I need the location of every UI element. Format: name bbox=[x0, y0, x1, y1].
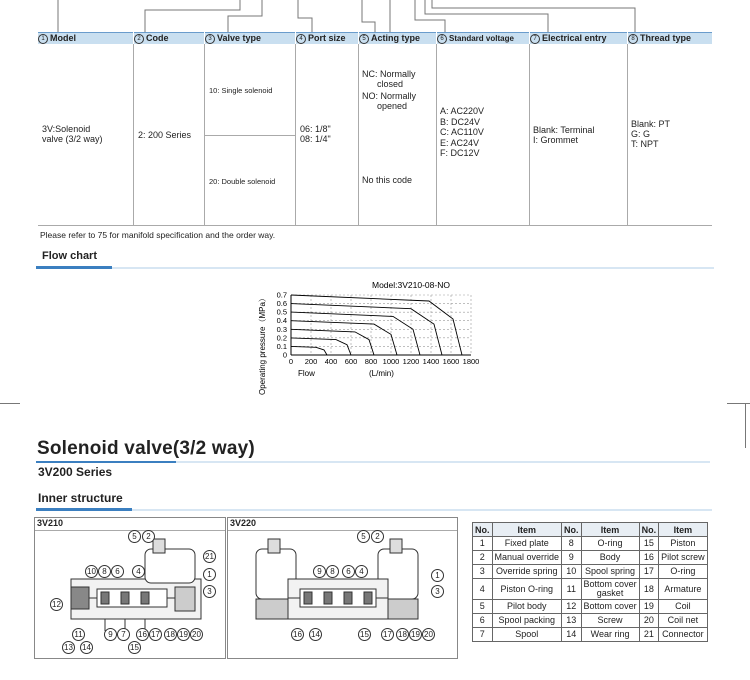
col-port-size bbox=[296, 44, 359, 226]
callout-l-19: 19 bbox=[177, 628, 190, 641]
diagram-3v210-label: 3V210 bbox=[37, 518, 64, 528]
part-number: 1 bbox=[473, 537, 493, 551]
callout-r-19: 19 bbox=[409, 628, 422, 641]
callout-l-6: 6 bbox=[111, 565, 124, 578]
flow-chart bbox=[255, 276, 485, 398]
col-code bbox=[134, 44, 205, 226]
part-name: Pilot body bbox=[492, 600, 562, 614]
part-name: Override spring bbox=[492, 565, 562, 579]
series-line-0.7 bbox=[291, 295, 462, 355]
chart-title: Model:3V210-08-NO bbox=[372, 280, 450, 290]
header-connector-lines bbox=[0, 0, 750, 32]
callout-r-9: 9 bbox=[313, 565, 326, 578]
part-number: 21 bbox=[639, 628, 659, 642]
inner-structure-heading: Inner structure bbox=[38, 491, 123, 505]
part-number: 11 bbox=[562, 579, 582, 600]
callout-r-6: 6 bbox=[342, 565, 355, 578]
part-number: 10 bbox=[562, 565, 582, 579]
part-name: Spool bbox=[492, 628, 562, 642]
callout-r-18: 18 bbox=[396, 628, 409, 641]
callout-l-7: 7 bbox=[117, 628, 130, 641]
valve-double: 20: Double solenoid bbox=[209, 177, 276, 186]
x-tick-label: 800 bbox=[364, 357, 378, 366]
header-electrical-entry: 7 Electrical entry bbox=[530, 32, 627, 44]
table-row bbox=[473, 579, 708, 600]
callout-r-17: 17 bbox=[381, 628, 394, 641]
callout-l-20: 20 bbox=[190, 628, 203, 641]
callout-l-15: 15 bbox=[128, 641, 141, 654]
part-number: 19 bbox=[639, 600, 659, 614]
col-model bbox=[38, 44, 134, 226]
part-name: Piston bbox=[659, 537, 708, 551]
y-tick-label: 0.6 bbox=[276, 299, 287, 309]
y-axis-label: Operating pressure（MPa） bbox=[258, 294, 267, 395]
part-number: 5 bbox=[473, 600, 493, 614]
part-name: Spool packing bbox=[492, 614, 562, 628]
diagram-3v220 bbox=[227, 517, 458, 659]
y-tick-label: 0.2 bbox=[276, 333, 287, 343]
callout-r-1: 1 bbox=[431, 569, 444, 582]
y-tick-label: 0.7 bbox=[276, 290, 287, 300]
parts-list-table bbox=[472, 522, 708, 642]
table-row bbox=[473, 614, 708, 628]
x-tick-label: 1800 bbox=[462, 357, 480, 366]
part-number: 17 bbox=[639, 565, 659, 579]
col-valve-type bbox=[205, 44, 296, 226]
part-name: Piston O-ring bbox=[492, 579, 562, 600]
col-standard-voltage bbox=[437, 44, 530, 226]
callout-l-5: 5 bbox=[128, 530, 141, 543]
callout-l-10: 10 bbox=[85, 565, 98, 578]
callout-l-13: 13 bbox=[62, 641, 75, 654]
table-row bbox=[473, 628, 708, 642]
y-tick-label: 0.5 bbox=[276, 307, 287, 317]
part-number: 15 bbox=[639, 537, 659, 551]
part-number: 8 bbox=[562, 537, 582, 551]
part-name: O-ring bbox=[581, 537, 639, 551]
valve-single: 10: Single solenoid bbox=[209, 86, 273, 95]
note-text: Please refer to 75 for manifold specification and the order way. bbox=[40, 230, 276, 240]
series-line-0.3 bbox=[291, 329, 374, 355]
part-name: Wear ring bbox=[581, 628, 639, 642]
x-tick-label: 600 bbox=[344, 357, 358, 366]
table-row bbox=[473, 551, 708, 565]
table-row bbox=[473, 565, 708, 579]
part-number: 20 bbox=[639, 614, 659, 628]
x-tick-label: 400 bbox=[324, 357, 338, 366]
part-name: Pilot screw bbox=[659, 551, 708, 565]
header-acting-type: 5 Acting type bbox=[359, 32, 436, 44]
callout-r-2: 2 bbox=[371, 530, 384, 543]
acting-nc: NC: Normally closed bbox=[362, 69, 416, 89]
callout-l-21: 21 bbox=[203, 550, 216, 563]
x-tick-label: 1000 bbox=[382, 357, 400, 366]
header-model: 1 Model bbox=[38, 32, 133, 44]
part-number: 7 bbox=[473, 628, 493, 642]
series-line-0.1 bbox=[291, 346, 327, 355]
parts-header-row: No. Item No. Item No. Item bbox=[473, 523, 708, 537]
callout-r-8: 8 bbox=[326, 565, 339, 578]
callout-l-12: 12 bbox=[50, 598, 63, 611]
callout-r-16: 16 bbox=[291, 628, 304, 641]
callout-l-1: 1 bbox=[203, 568, 216, 581]
part-number: 14 bbox=[562, 628, 582, 642]
col-thread-type bbox=[628, 44, 712, 226]
y-tick-label: 0.4 bbox=[276, 316, 287, 326]
callout-r-15: 15 bbox=[358, 628, 371, 641]
diagram-3v220-label: 3V220 bbox=[230, 518, 257, 528]
x-axis-unit: (L/min) bbox=[369, 369, 394, 378]
acting-none: No this code bbox=[362, 175, 413, 185]
col-electrical-entry bbox=[530, 44, 628, 226]
callout-l-17: 17 bbox=[149, 628, 162, 641]
callout-r-5: 5 bbox=[357, 530, 370, 543]
callout-r-14: 14 bbox=[309, 628, 322, 641]
col-acting-type bbox=[359, 44, 437, 226]
part-name: Connector bbox=[659, 628, 708, 642]
callout-r-20: 20 bbox=[422, 628, 435, 641]
series-title: 3V200 Series bbox=[38, 465, 113, 479]
part-number: 18 bbox=[639, 579, 659, 600]
callout-r-4: 4 bbox=[355, 565, 368, 578]
part-number: 16 bbox=[639, 551, 659, 565]
part-name: Fixed plate bbox=[492, 537, 562, 551]
part-number: 6 bbox=[473, 614, 493, 628]
callout-l-2: 2 bbox=[142, 530, 155, 543]
diagram-3v210 bbox=[34, 517, 226, 659]
model-value: 3V:Solenoid valve (3/2 way) bbox=[42, 124, 103, 144]
y-tick-label: 0.3 bbox=[276, 324, 287, 334]
part-name: Screw bbox=[581, 614, 639, 628]
code-value: 2: 200 Series bbox=[138, 130, 192, 140]
callout-l-4: 4 bbox=[132, 565, 145, 578]
x-axis-label: Flow bbox=[298, 369, 315, 378]
callout-l-8: 8 bbox=[98, 565, 111, 578]
x-tick-label: 1400 bbox=[422, 357, 440, 366]
part-number: 2 bbox=[473, 551, 493, 565]
section-title: Solenoid valve(3/2 way) bbox=[37, 438, 255, 459]
part-name: Coil net bbox=[659, 614, 708, 628]
header-standard-voltage: 6 Standard voltage bbox=[437, 32, 529, 44]
part-name: Spool spring bbox=[581, 565, 639, 579]
part-number: 13 bbox=[562, 614, 582, 628]
x-tick-label: 200 bbox=[304, 357, 318, 366]
voltage-list: A: AC220V B: DC24V C: AC110V E: AC24V F: DC12V bbox=[440, 106, 485, 158]
x-tick-label: 0 bbox=[288, 357, 294, 366]
x-tick-label: 1600 bbox=[442, 357, 460, 366]
header-port-size: 4 Port size bbox=[296, 32, 358, 44]
callout-r-3: 3 bbox=[431, 585, 444, 598]
part-number: 9 bbox=[562, 551, 582, 565]
table-row bbox=[473, 600, 708, 614]
y-tick-label: 0 bbox=[282, 350, 287, 360]
part-name: Bottom cover gasket bbox=[581, 579, 639, 600]
x-tick-label: 1200 bbox=[402, 357, 420, 366]
part-name: Armature bbox=[659, 579, 708, 600]
part-name: Coil bbox=[659, 600, 708, 614]
y-tick-label: 0.1 bbox=[276, 341, 287, 351]
part-name: Manual override bbox=[492, 551, 562, 565]
thread-list: Blank: PT G: G T: NPT bbox=[631, 119, 671, 149]
port-size-value: 06: 1/8" 08: 1/4" bbox=[300, 124, 331, 144]
table-row bbox=[473, 537, 708, 551]
series-line-0.5 bbox=[291, 312, 420, 355]
callout-l-3: 3 bbox=[203, 585, 216, 598]
part-number: 12 bbox=[562, 600, 582, 614]
callout-l-16: 16 bbox=[136, 628, 149, 641]
callout-l-18: 18 bbox=[164, 628, 177, 641]
part-name: Body bbox=[581, 551, 639, 565]
header-code: 2 Code bbox=[134, 32, 204, 44]
part-name: O-ring bbox=[659, 565, 708, 579]
callout-l-11: 11 bbox=[72, 628, 85, 641]
ordering-code-table bbox=[38, 32, 712, 226]
callout-l-9: 9 bbox=[104, 628, 117, 641]
acting-no: NO: Normally opened bbox=[362, 91, 417, 111]
callout-l-14: 14 bbox=[80, 641, 93, 654]
header-thread-type: 8 Thread type bbox=[628, 32, 712, 44]
part-number: 4 bbox=[473, 579, 493, 600]
part-name: Bottom cover bbox=[581, 600, 639, 614]
flow-chart-heading: Flow chart bbox=[42, 250, 98, 262]
header-valve-type: 3 Valve type bbox=[205, 32, 295, 44]
part-number: 3 bbox=[473, 565, 493, 579]
electrical-value: Blank: Terminal I: Grommet bbox=[533, 125, 595, 145]
